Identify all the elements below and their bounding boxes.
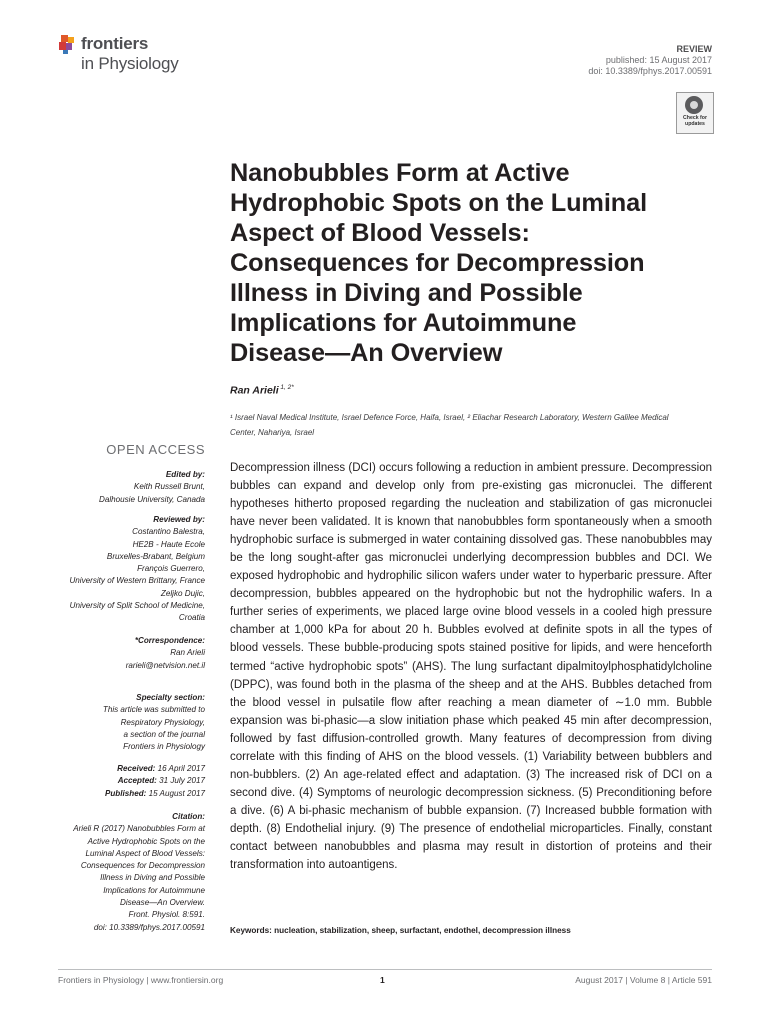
correspondence-email-link[interactable]: rarieli@netvision.net.il [125,660,205,670]
page-number: 1 [380,975,385,985]
check-for-updates-label: Check for updates [683,115,707,127]
article-title: Nanobubbles Form at Active Hydrophobic Spots on the Luminal Aspect of Blood Vessels: Consequences for Decompression Illness in Diving and Possible Implications for Autoimmune Disease—An Overview [230,159,648,367]
sidebar-dates: Received: 16 April 2017 Accepted: 31 July 2017 Published: 15 August 2017 [104,764,205,798]
sidebar-citation: Citation: Arieli R (2017) Nanobubbles Form at Active Hydrophobic Spots on the Luminal Aspect of Blood Vessels: Consequences for Decompression Illness in Diving and Possible Implications for Autoimmune Disease—An Overview. Front. Physiol. 8:591. doi: 10.3389/fphys.2017.00591 [73,811,205,934]
journal-name-line2: in Physiology [81,54,179,73]
citation-doi-link[interactable]: doi: 10.3389/fphys.2017.00591 [93,922,205,932]
author-name[interactable]: Ran Arieli $^{1, 2*}$ [230,384,294,397]
bookmark-check-icon [685,96,703,114]
abstract-text: Decompression illness (DCI) occurs following a reduction in ambient pressure. Decompression bubbles can expand and develop only from pre-existing gas micronuclei. The different hypotheses hitherto proposed regarding the nucleation and stabilization of gas micronuclei have never been validated. It is known that nanobubbles form spontaneously when a smooth hydrophobic surface is submerged in water containing dissolved gas. These nanobubbles may be the long sought-after gas micronuclei underlying decompression bubbles and DCI. We exposed hydrophobic and hydrophilic silicon wafers under water to hyperbaric pressure. After decompression, bubbles appeared on the hydrophobic but not the hydrophilic wafers. In a further series of experiments, we placed large ovine blood vessels in a cooled high pressure chamber at 1,000 kPa for about 20 h. Bubbles evolved at definite spots in all the types of blood vessels. These bubble-producing spots stained positive for lipids, and were henceforth termed “active hydrophobic spots” (AHS). The lung surfactant dipalmitoylphosphatidylcholine (DPPC), was found both in the plasma of the sheep and at the AHS. Bubbles detached from the blood vessel in pulsatile flow after reaching a mean diameter of ∼1.0 mm. Bubble expansion was bi-phasic—a slow initiation phase which peaked 45 min after decompression, followed by fast diffusion-controlled growth. Many features of decompression from diving correlate with this finding of AHS on the blood vessels. (1) Variability between bubblers and non-bubblers. (2) An age-related effect and adaptation. (3) The increased risk of DCI on a second dive. (4) Symptoms of neurologic decompression sickness. (5) Preconditioning before a dive. (6) A bi-phasic mechanism of bubble expansion. (7) Increased bubble formation with depth. (8) Endothelial injury. (9) The presence of endothelial microparticles. Finally, constant contact between nanobubbles and plasma may result in distortion of proteins and their transformation into autoantigens. [230,462,712,872]
author-affiliation-markers: 1, 2* [278,384,294,391]
journal-name-line1: frontiers [81,34,149,53]
published-date: published: 15 August 2017 [605,55,712,65]
affiliations: ¹ Israel Naval Medical Institute, Israel Defence Force, Haifa, Israel, ² Eliachar Research Laboratory, Western Galilee Medical Center, Nahariya, Israel [230,413,669,437]
article-doi[interactable]: doi: 10.3389/fphys.2017.00591 [588,66,712,76]
sidebar-edited-by: Edited by: Keith Russell Brunt, Dalhousie University, Canada [98,470,205,504]
keywords: Keywords: nucleation, stabilization, sheep, surfactant, endothel, decompression illness [230,926,571,935]
article-meta [588,44,712,77]
footer-issue-info: August 2017 | Volume 8 | Article 591 [575,975,712,985]
sidebar-correspondence: *Correspondence: Ran Arieli rarieli@netvision.net.il [126,635,205,672]
sidebar-specialty: Specialty section: This article was submitted to Respiratory Physiology, a section of the journal Frontiers in Physiology [102,693,205,752]
sidebar-reviewed-by: Reviewed by: Costantino Balestra, HE2B - Haute Ecole Bruxelles-Brabant, Belgium François Guerrero, University of Western Brittany, France Zeljko Dujic, University of Split School of Medicine, Croatia [69,515,205,623]
journal-logo[interactable] [57,31,217,81]
open-access-label: OPEN ACCESS [106,442,205,457]
footer-journal-link[interactable]: Frontiers in Physiology | www.frontiersin.org [58,975,224,985]
check-for-updates-button[interactable] [676,92,714,134]
frontiers-logo-icon [57,33,79,55]
footer-divider [58,969,712,970]
article-type: REVIEW [676,44,712,54]
